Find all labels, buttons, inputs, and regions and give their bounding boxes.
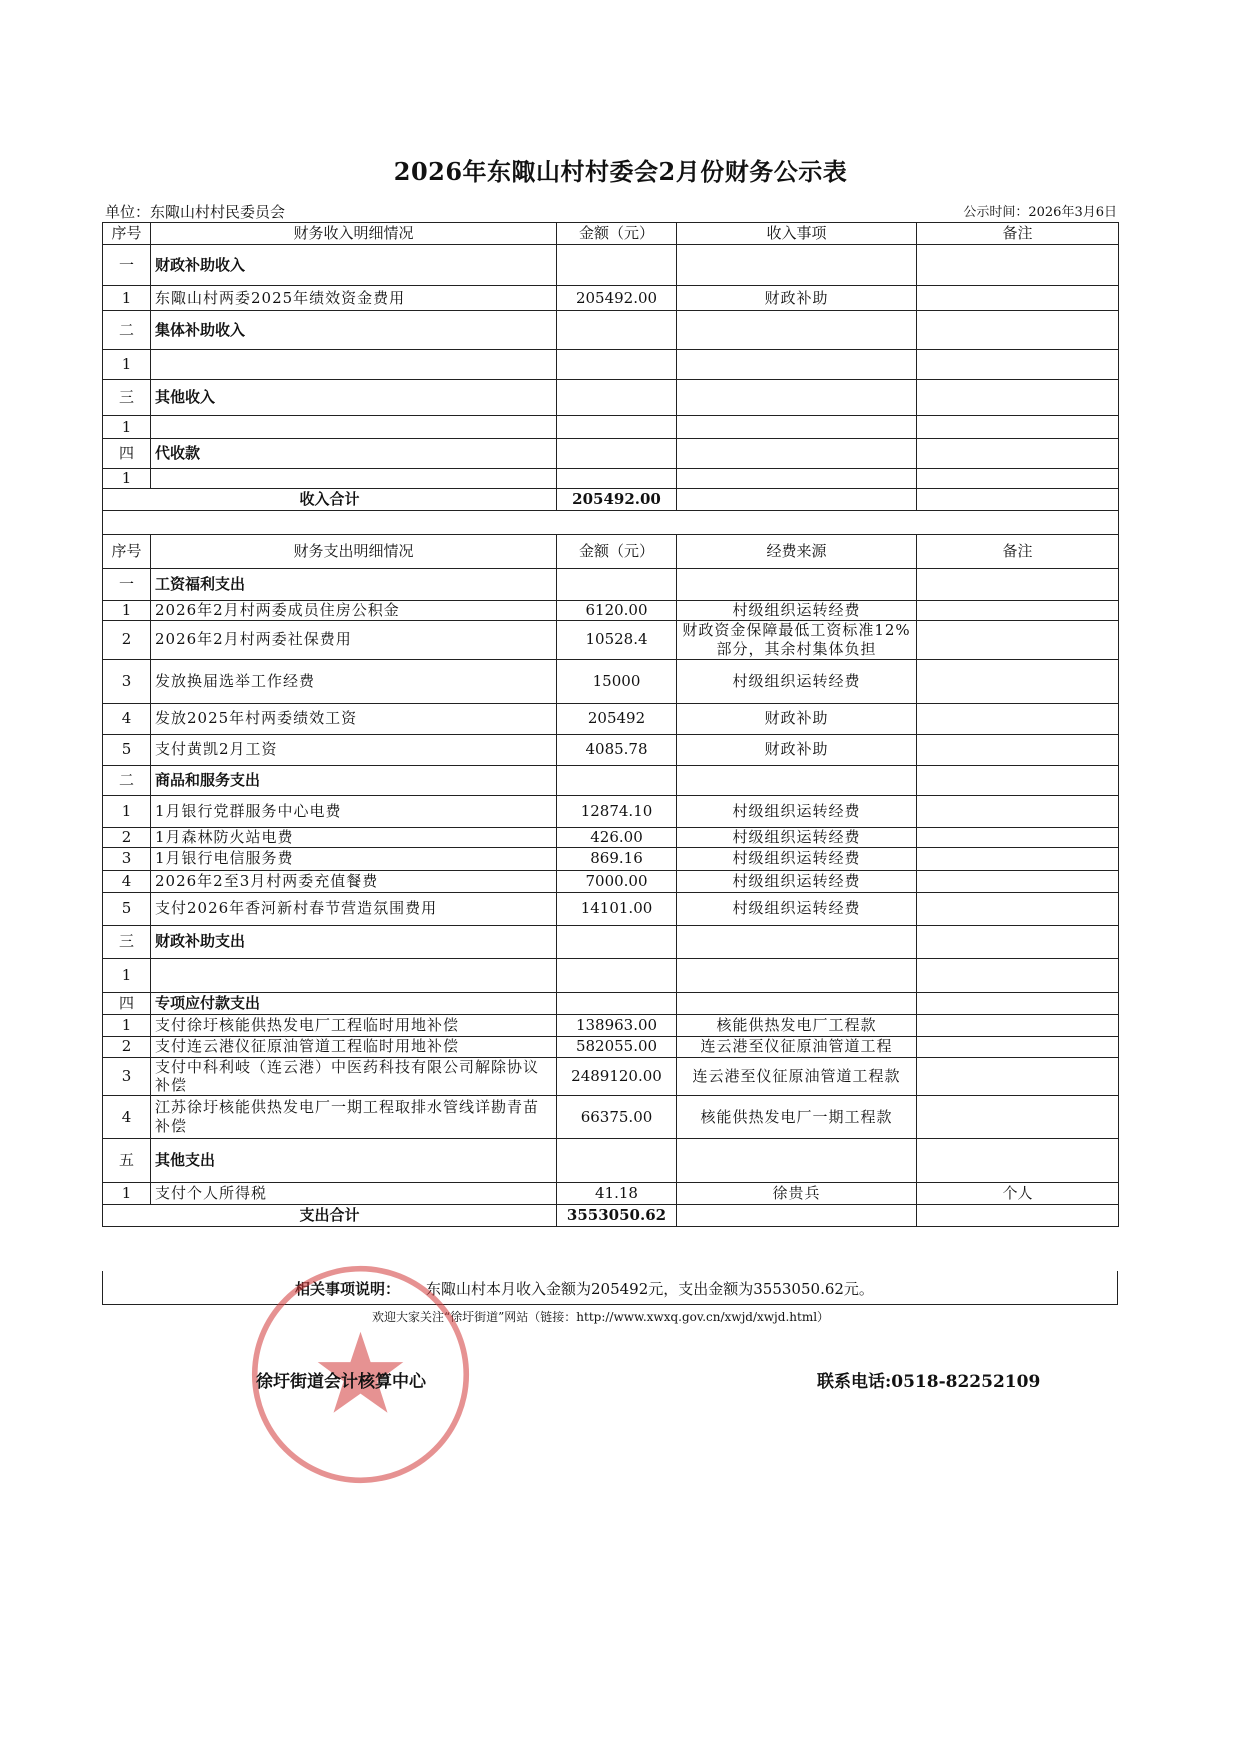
row-number: 1: [103, 350, 151, 380]
row-note: [917, 380, 1119, 416]
row-source: [677, 925, 917, 958]
income-header-row: [103, 223, 1119, 245]
publish-date: 公示时间：2026年3月6日: [963, 205, 1117, 220]
expense-table-row: [103, 1183, 1119, 1205]
expense-table-row: [103, 621, 1119, 660]
row-description: 商品和服务支出: [151, 765, 557, 795]
row-description: 1月银行党群服务中心电费: [151, 795, 557, 827]
note-label: 相关事项说明：: [295, 1280, 401, 1298]
row-number: 5: [103, 734, 151, 765]
row-number: 1: [103, 1183, 151, 1205]
row-amount: 205492: [557, 703, 677, 734]
row-note: [917, 734, 1119, 765]
row-source: [677, 569, 917, 601]
row-note: [917, 245, 1119, 286]
row-description: 其他收入: [151, 380, 557, 416]
row-note: [917, 703, 1119, 734]
income-table-row: [103, 245, 1119, 286]
row-number: 4: [103, 703, 151, 734]
row-note: [917, 1036, 1119, 1057]
unit-label: 单位：东陬山村村民委员会: [105, 203, 286, 221]
spacer-cell: [103, 511, 1119, 535]
row-source: 村级组织运转经费: [677, 847, 917, 870]
row-source: [677, 439, 917, 469]
row-note: [917, 569, 1119, 601]
row-amount: 582055.00: [557, 1036, 677, 1057]
expense-table-row: [103, 1036, 1119, 1057]
note-text: 东陬山村本月收入金额为205492元，支出金额为3553050.62元。: [426, 1280, 874, 1298]
expense-table-row: [103, 1057, 1119, 1096]
row-description: 代收款: [151, 439, 557, 469]
row-amount: [557, 569, 677, 601]
row-source: [677, 469, 917, 489]
row-amount: 10528.4: [557, 621, 677, 660]
row-source: 核能供热发电厂一期工程款: [677, 1096, 917, 1139]
row-source: [677, 380, 917, 416]
expense-table-row: [103, 925, 1119, 958]
row-number: 四: [103, 439, 151, 469]
row-description: 东陬山村两委2025年绩效资金费用: [151, 286, 557, 311]
row-number: 1: [103, 601, 151, 621]
row-note: [917, 958, 1119, 992]
expense-header-cell: 财务支出明细情况: [151, 535, 557, 569]
income-table-row: [103, 469, 1119, 489]
row-note: [917, 870, 1119, 892]
row-number: 4: [103, 1096, 151, 1139]
row-note: [917, 992, 1119, 1014]
row-number: 一: [103, 569, 151, 601]
row-amount: [557, 416, 677, 439]
expense-total-row: [103, 1205, 1119, 1227]
row-source: 核能供热发电厂工程款: [677, 1014, 917, 1036]
row-number: 3: [103, 1057, 151, 1096]
row-number: 三: [103, 925, 151, 958]
expense-table-row: [103, 569, 1119, 601]
row-amount: 4085.78: [557, 734, 677, 765]
row-note: [917, 350, 1119, 380]
income-table-row: [103, 439, 1119, 469]
row-number: 3: [103, 847, 151, 870]
row-number: 4: [103, 870, 151, 892]
row-amount: [557, 992, 677, 1014]
row-amount: 66375.00: [557, 1096, 677, 1139]
row-number: 1: [103, 416, 151, 439]
row-number: 1: [103, 958, 151, 992]
row-amount: [557, 245, 677, 286]
row-source: 连云港至仪征原油管道工程款: [677, 1057, 917, 1096]
income-header-cell: 收入事项: [677, 223, 917, 245]
row-description: 2026年2月村两委社保费用: [151, 621, 557, 660]
row-source: [677, 765, 917, 795]
row-amount: 7000.00: [557, 870, 677, 892]
row-source: [677, 992, 917, 1014]
row-description: 财政补助支出: [151, 925, 557, 958]
row-description: 2026年2月村两委成员住房公积金: [151, 601, 557, 621]
expense-header-cell: 经费来源: [677, 535, 917, 569]
row-description: 集体补助收入: [151, 311, 557, 350]
expense-table-row: [103, 1139, 1119, 1183]
row-note: [917, 827, 1119, 847]
empty-cell: [677, 489, 917, 511]
row-amount: [557, 958, 677, 992]
income-table-row: [103, 380, 1119, 416]
row-source: 财政补助: [677, 734, 917, 765]
row-description: 江苏徐圩核能供热发电厂一期工程取排水管线详勘青苗补偿: [151, 1096, 557, 1139]
row-description: 支付黄凯2月工资: [151, 734, 557, 765]
row-note: [917, 1057, 1119, 1096]
row-source: 村级组织运转经费: [677, 601, 917, 621]
row-number: 2: [103, 1036, 151, 1057]
expense-table-row: [103, 870, 1119, 892]
empty-cell: [677, 1205, 917, 1227]
row-number: 一: [103, 245, 151, 286]
row-amount: [557, 765, 677, 795]
row-note: 个人: [917, 1183, 1119, 1205]
expense-table-row: [103, 892, 1119, 925]
row-note: [917, 1014, 1119, 1036]
row-source: [677, 958, 917, 992]
expense-table-row: [103, 827, 1119, 847]
row-description: [151, 416, 557, 439]
row-number: 2: [103, 827, 151, 847]
income-header-cell: 金额（元）: [557, 223, 677, 245]
row-note: [917, 286, 1119, 311]
expense-header-cell: 备注: [917, 535, 1119, 569]
empty-cell: [917, 489, 1119, 511]
row-source: 财政补助: [677, 286, 917, 311]
income-total-row: [103, 489, 1119, 511]
income-header-cell: 序号: [103, 223, 151, 245]
row-number: 五: [103, 1139, 151, 1183]
row-number: 5: [103, 892, 151, 925]
accounting-center: 徐圩街道会计核算中心: [256, 1372, 426, 1392]
expense-header-cell: 序号: [103, 535, 151, 569]
row-amount: [557, 380, 677, 416]
row-number: 1: [103, 469, 151, 489]
row-amount: 138963.00: [557, 1014, 677, 1036]
income-header-cell: 财务收入明细情况: [151, 223, 557, 245]
contact-phone: 联系电话:0518-82252109: [817, 1372, 1041, 1392]
row-source: 财政资金保障最低工资标准12%部分，其余村集体负担: [677, 621, 917, 660]
row-amount: 205492.00: [557, 286, 677, 311]
expense-table-row: [103, 703, 1119, 734]
row-number: 2: [103, 621, 151, 660]
row-number: 1: [103, 795, 151, 827]
row-note: [917, 311, 1119, 350]
row-source: [677, 416, 917, 439]
income-table-row: [103, 350, 1119, 380]
expense-header-cell: 金额（元）: [557, 535, 677, 569]
row-description: 专项应付款支出: [151, 992, 557, 1014]
row-source: [677, 350, 917, 380]
income-header-cell: 备注: [917, 223, 1119, 245]
row-number: 三: [103, 380, 151, 416]
row-description: 1月银行电信服务费: [151, 847, 557, 870]
income-table-row: [103, 311, 1119, 350]
row-description: 支付个人所得税: [151, 1183, 557, 1205]
row-description: 2026年2至3月村两委充值餐费: [151, 870, 557, 892]
income-table-row: [103, 416, 1119, 439]
row-amount: [557, 311, 677, 350]
row-note: [917, 892, 1119, 925]
row-number: 四: [103, 992, 151, 1014]
row-note: [917, 439, 1119, 469]
income-total-label: 收入合计: [103, 489, 557, 511]
row-amount: 14101.00: [557, 892, 677, 925]
row-source: 村级组织运转经费: [677, 892, 917, 925]
expense-total-label: 支出合计: [103, 1205, 557, 1227]
empty-cell: [917, 1205, 1119, 1227]
row-note: [917, 1096, 1119, 1139]
row-source: 村级组织运转经费: [677, 795, 917, 827]
row-description: [151, 958, 557, 992]
row-source: 连云港至仪征原油管道工程: [677, 1036, 917, 1057]
row-source: 村级组织运转经费: [677, 659, 917, 703]
row-source: [677, 245, 917, 286]
expense-table-row: [103, 601, 1119, 621]
expense-table-row: [103, 1096, 1119, 1139]
row-description: 其他支出: [151, 1139, 557, 1183]
row-source: [677, 311, 917, 350]
row-note: [917, 416, 1119, 439]
expense-table-row: [103, 659, 1119, 703]
row-note: [917, 925, 1119, 958]
row-note: [917, 659, 1119, 703]
welcome-text: 欢迎大家关注“徐圩街道”网站（链接：http://www.xwxq.gov.cn/xwjd/xwjd.html）: [372, 1310, 830, 1324]
row-amount: 6120.00: [557, 601, 677, 621]
row-source: 村级组织运转经费: [677, 870, 917, 892]
row-description: 支付徐圩核能供热发电厂工程临时用地补偿: [151, 1014, 557, 1036]
row-amount: [557, 1139, 677, 1183]
finance-table: [102, 222, 1119, 1227]
row-description: 财政补助收入: [151, 245, 557, 286]
row-amount: [557, 439, 677, 469]
expense-header-row: [103, 535, 1119, 569]
row-note: [917, 795, 1119, 827]
row-number: 二: [103, 311, 151, 350]
row-amount: 12874.10: [557, 795, 677, 827]
row-description: [151, 350, 557, 380]
row-number: 1: [103, 1014, 151, 1036]
expense-table-row: [103, 734, 1119, 765]
row-description: 1月森林防火站电费: [151, 827, 557, 847]
row-note: [917, 847, 1119, 870]
row-description: 支付2026年香河新村春节营造氛围费用: [151, 892, 557, 925]
row-description: 工资福利支出: [151, 569, 557, 601]
row-note: [917, 469, 1119, 489]
row-amount: 869.16: [557, 847, 677, 870]
row-note: [917, 601, 1119, 621]
row-amount: 15000: [557, 659, 677, 703]
expense-table-row: [103, 992, 1119, 1014]
row-amount: [557, 925, 677, 958]
row-description: 支付中科利岐（连云港）中医药科技有限公司解除协议补偿: [151, 1057, 557, 1096]
spacer-row: [103, 511, 1119, 535]
row-description: [151, 469, 557, 489]
expense-table-row: [103, 958, 1119, 992]
page-title: 2026年东陬山村村委会2月份财务公示表: [393, 157, 848, 186]
row-note: [917, 621, 1119, 660]
expense-total-amount: 3553050.62: [557, 1205, 677, 1227]
row-note: [917, 765, 1119, 795]
expense-table-row: [103, 1014, 1119, 1036]
row-description: 发放换届选举工作经费: [151, 659, 557, 703]
row-description: 发放2025年村两委绩效工资: [151, 703, 557, 734]
expense-table-row: [103, 795, 1119, 827]
income-total-amount: 205492.00: [557, 489, 677, 511]
expense-table-row: [103, 765, 1119, 795]
row-source: [677, 1139, 917, 1183]
expense-table-row: [103, 847, 1119, 870]
row-note: [917, 1139, 1119, 1183]
row-amount: 41.18: [557, 1183, 677, 1205]
row-number: 1: [103, 286, 151, 311]
row-amount: 426.00: [557, 827, 677, 847]
row-amount: 2489120.00: [557, 1057, 677, 1096]
income-table-row: [103, 286, 1119, 311]
row-source: 财政补助: [677, 703, 917, 734]
row-source: 村级组织运转经费: [677, 827, 917, 847]
row-amount: [557, 350, 677, 380]
row-number: 3: [103, 659, 151, 703]
row-amount: [557, 469, 677, 489]
row-number: 二: [103, 765, 151, 795]
row-source: 徐贵兵: [677, 1183, 917, 1205]
row-description: 支付连云港仪征原油管道工程临时用地补偿: [151, 1036, 557, 1057]
